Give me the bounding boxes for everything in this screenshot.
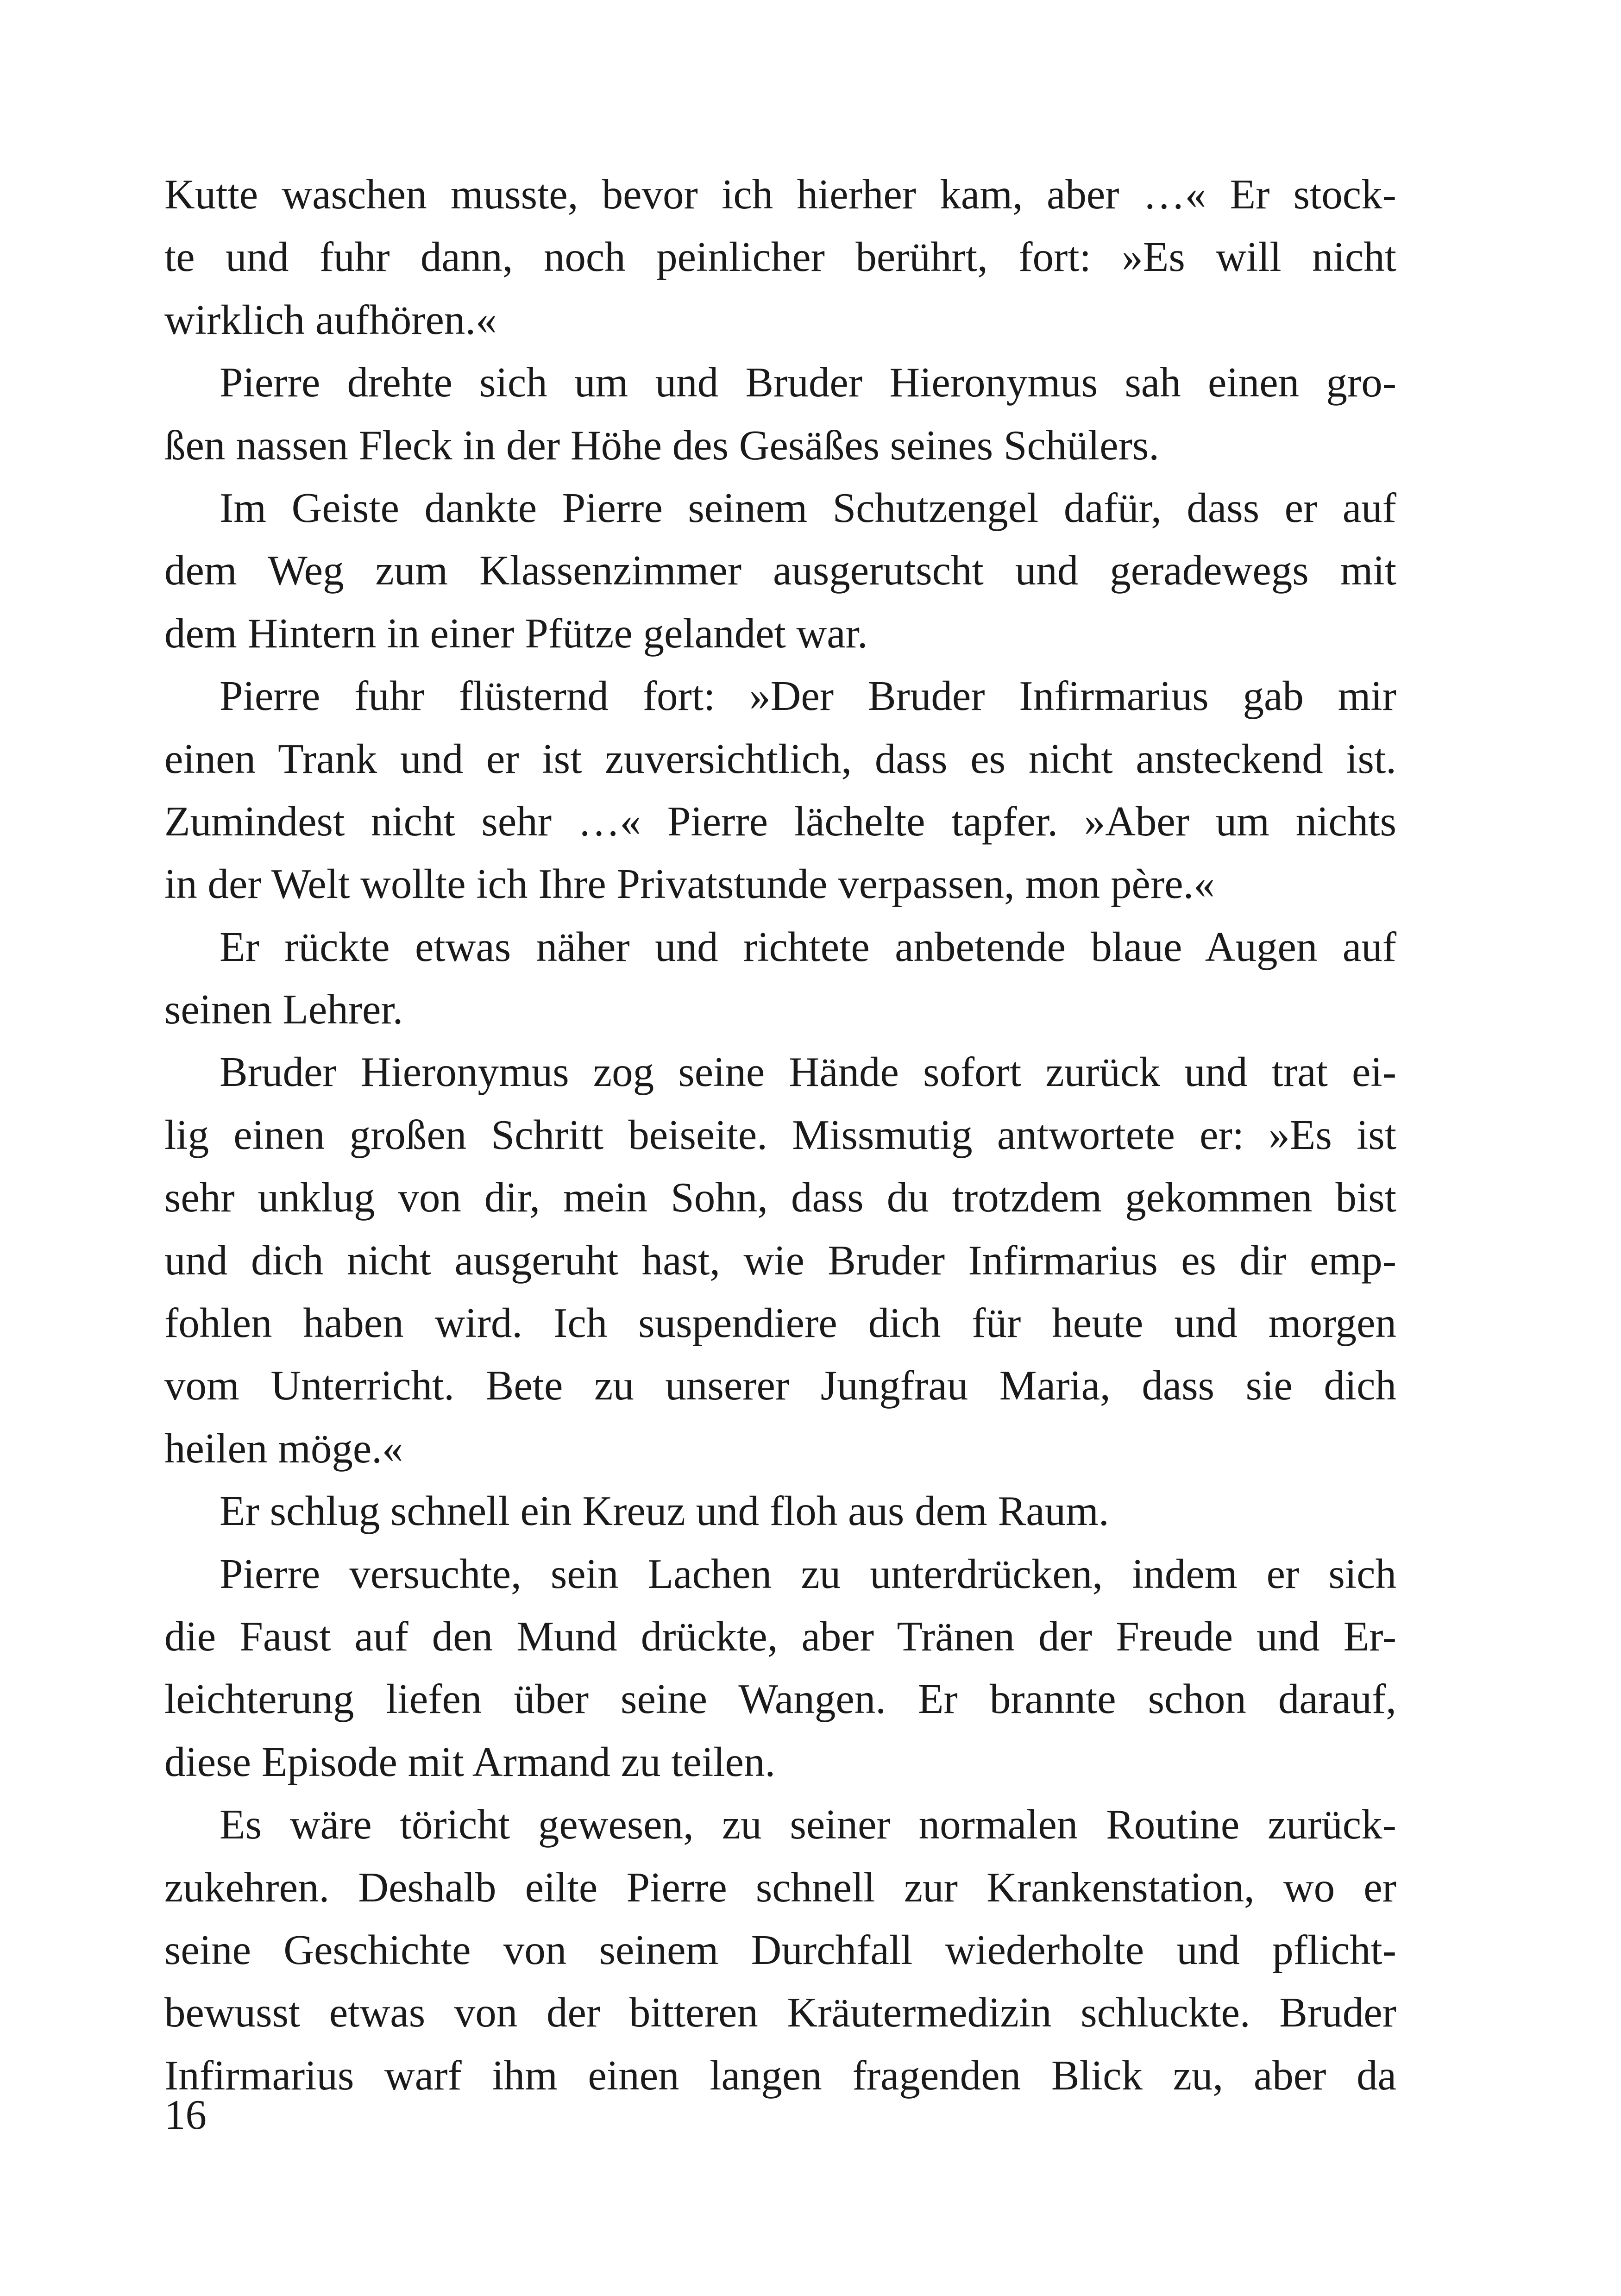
text-line: die Faust auf den Mund drückte, aber Tränen der Freude und Er- xyxy=(164,1612,1396,1660)
text-line: in der Welt wollte ich Ihre Privatstunde verpassen, mon père.« xyxy=(164,860,1215,908)
text-line: Infirmarius warf ihm einen langen fragenden Blick zu, aber da xyxy=(164,2051,1396,2099)
text-line: zukehren. Deshalb eilte Pierre schnell zur Krankenstation, wo er xyxy=(164,1863,1396,1911)
text-line: leichterung liefen über seine Wangen. Er brannte schon darauf, xyxy=(164,1675,1396,1723)
text-line: Pierre drehte sich um und Bruder Hieronymus sah einen gro- xyxy=(220,359,1396,406)
text-line: wirklich aufhören.« xyxy=(164,296,497,343)
text-line: bewusst etwas von der bitteren Kräutermedizin schluckte. Bruder xyxy=(164,1989,1396,2036)
text-line: seinen Lehrer. xyxy=(164,986,403,1033)
text-line: lig einen großen Schritt beiseite. Missmutig antwortete er: »Es ist xyxy=(164,1111,1396,1158)
text-line: einen Trank und er ist zuversichtlich, dass es nicht ansteckend ist. xyxy=(164,735,1396,782)
text-line: dem Weg zum Klassenzimmer ausgerutscht und geradewegs mit xyxy=(164,547,1396,594)
text-line: diese Episode mit Armand zu teilen. xyxy=(164,1738,776,1785)
text-line: ßen nassen Fleck in der Höhe des Gesäßes seines Schülers. xyxy=(164,421,1160,469)
text-line: Im Geiste dankte Pierre seinem Schutzengel dafür, dass er auf xyxy=(220,484,1396,531)
text-line: Er schlug schnell ein Kreuz und floh aus dem Raum. xyxy=(220,1487,1109,1535)
body-text xyxy=(164,163,1396,2107)
page-number: 16 xyxy=(164,2091,207,2138)
text-line: Pierre versuchte, sein Lachen zu unterdrücken, indem er sich xyxy=(220,1550,1396,1597)
text-line: vom Unterricht. Bete zu unserer Jungfrau Maria, dass sie dich xyxy=(164,1362,1396,1409)
text-line: heilen möge.« xyxy=(164,1424,403,1472)
text-line: Zumindest nicht sehr …« Pierre lächelte tapfer. »Aber um nichts xyxy=(164,797,1396,845)
text-line: Er rückte etwas näher und richtete anbetende blaue Augen auf xyxy=(220,923,1396,970)
text-line: Pierre fuhr flüsternd fort: »Der Bruder Infirmarius gab mir xyxy=(220,672,1396,720)
text-line: fohlen haben wird. Ich suspendiere dich für heute und morgen xyxy=(164,1299,1396,1347)
text-line: seine Geschichte von seinem Durchfall wiederholte und pflicht- xyxy=(164,1926,1396,1973)
text-line: Kutte waschen musste, bevor ich hierher kam, aber …« Er stock- xyxy=(164,171,1396,218)
text-line: Bruder Hieronymus zog seine Hände sofort zurück und trat ei- xyxy=(220,1048,1396,1096)
text-line: und dich nicht ausgeruht hast, wie Bruder Infirmarius es dir emp- xyxy=(164,1236,1396,1284)
text-line: Es wäre töricht gewesen, zu seiner normalen Routine zurück- xyxy=(220,1801,1396,1848)
text-line: dem Hintern in einer Pfütze gelandet war. xyxy=(164,609,868,657)
text-line: sehr unklug von dir, mein Sohn, dass du trotzdem gekommen bist xyxy=(164,1174,1396,1221)
text-line: te und fuhr dann, noch peinlicher berührt, fort: »Es will nicht xyxy=(164,233,1396,281)
